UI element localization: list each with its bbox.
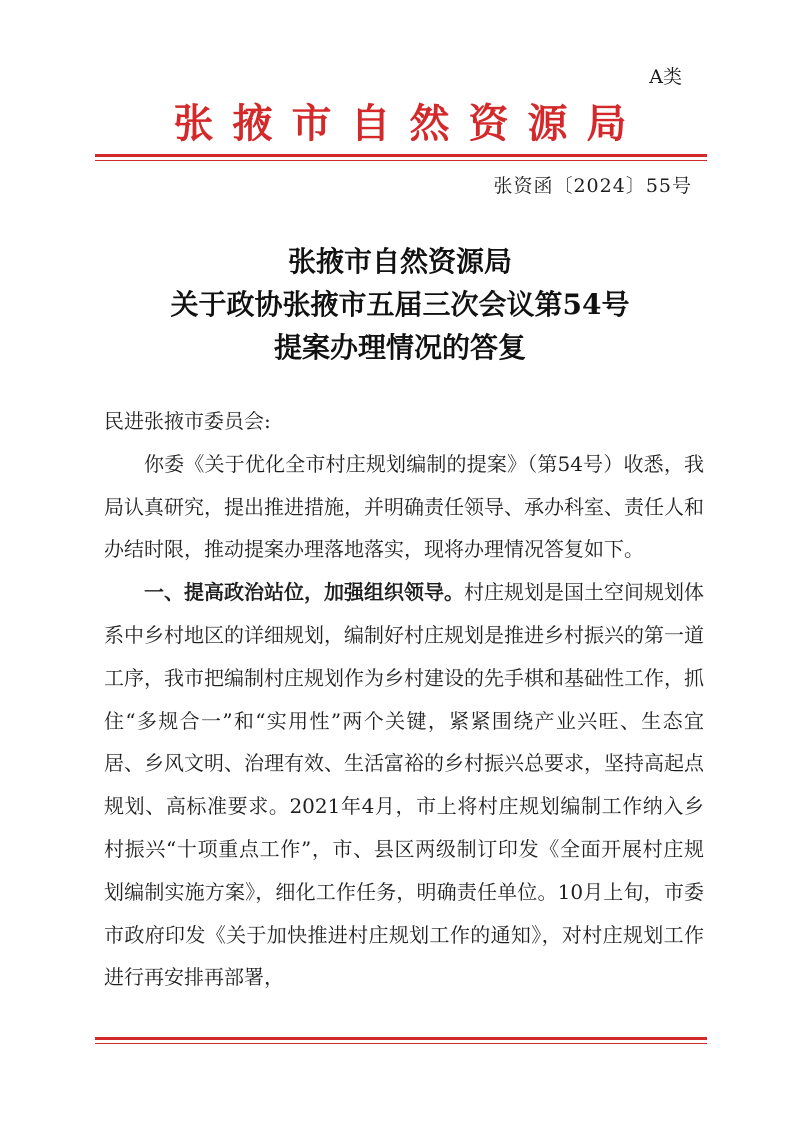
document-body xyxy=(104,400,704,999)
title-line-3: 提案办理情况的答复 xyxy=(273,331,526,364)
paragraph-2 xyxy=(104,571,704,999)
document-title xyxy=(95,240,705,369)
issuer-letterhead: 张掖市自然资源局 xyxy=(173,100,646,147)
document-number: 张资函〔2024〕55号 xyxy=(493,175,692,197)
footer-red-rule xyxy=(95,1037,707,1044)
title-line-1: 张掖市自然资源局 xyxy=(287,245,512,278)
document-category: A类 xyxy=(649,66,682,88)
section-heading-1: 一、提高政治站位，加强组织领导。 xyxy=(144,580,464,605)
letterhead-red-rule xyxy=(95,154,707,161)
salutation: 民进张掖市委员会: xyxy=(104,409,271,433)
title-line-2: 关于政协张掖市五届三次会议第54号 xyxy=(170,288,630,321)
paragraph-2-text: 村庄规划是国土空间规划体系中乡村地区的详细规划，编制好村庄规划是推进乡村振兴的第一道工序，我市把编制村庄规划作为乡村建设的先手棋和基础性工作，抓住“多规合一”和“实用性”两个关键，紧紧围绕产业兴旺、生态宜居、乡风文明、治理有效、生活富裕的乡村振兴总要求，坚持高起点规划、高标准要求。2021年4月，市上将村庄规划编制工作纳入乡村振兴“十项重点工作”，市、县区两级制订印发《全面开展村庄规划编制实施方案》，细化工作任务，明确责任单位。10月上旬，市委市政府印发《关于加快推进村庄规划工作的通知》，对村庄规划工作进行再安排再部署， xyxy=(104,580,704,990)
paragraph-1: 你委《关于优化全市村庄规划编制的提案》（第54号）收悉，我局认真研究，提出推进措施，并明确责任领导、承办科室、责任人和办结时限，推动提案办理落地落实，现将办理情况答复如下。 xyxy=(104,451,704,562)
